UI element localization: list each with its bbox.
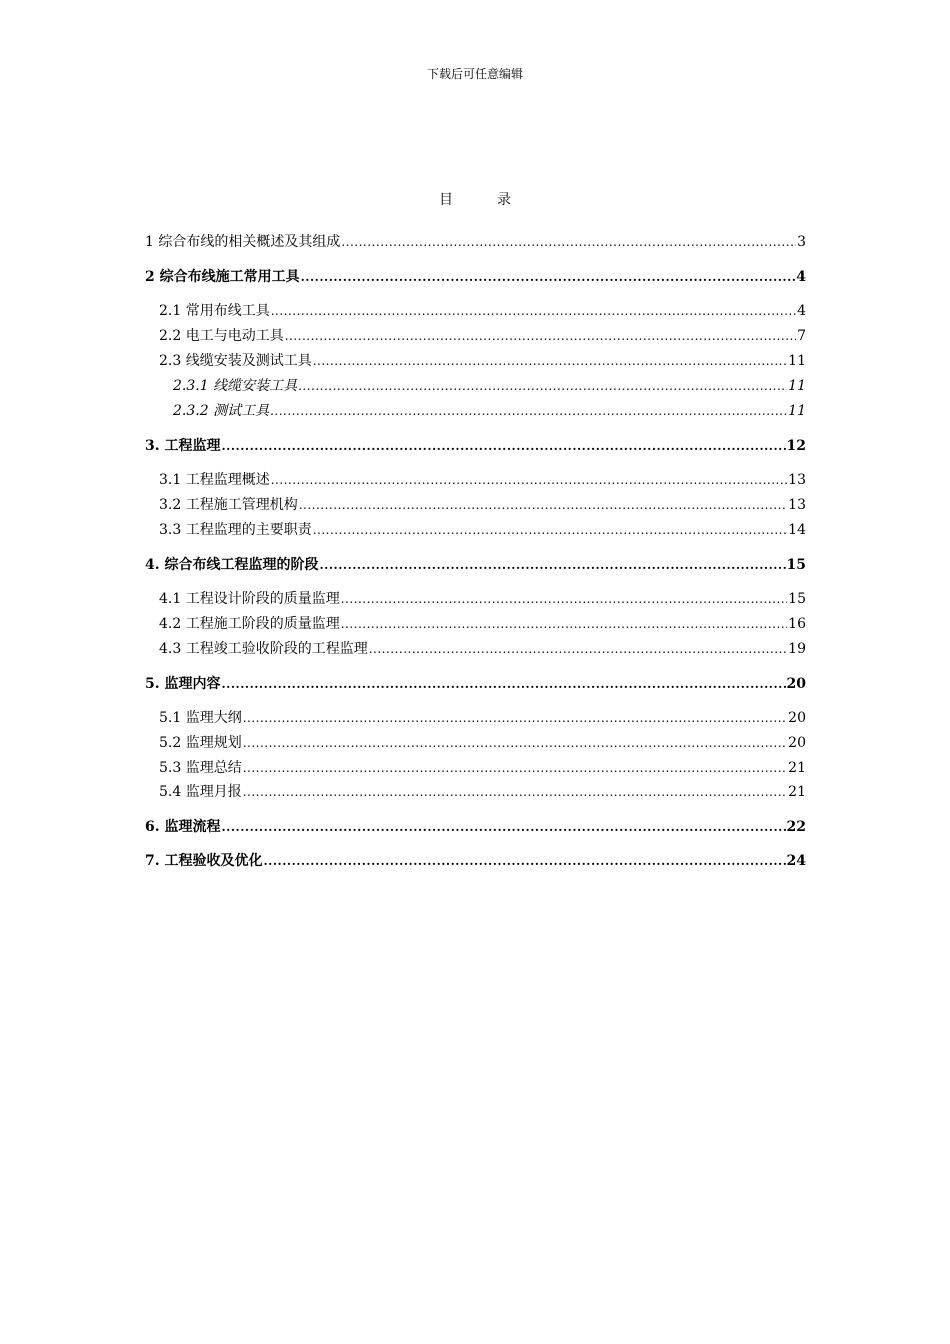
toc-entry-label: 4.3 工程竣工验收阶段的工程监理 xyxy=(159,641,368,657)
toc-leader-dots xyxy=(285,327,796,345)
toc-leader-dots xyxy=(313,352,787,370)
toc-entry-label: 2.1 常用布线工具 xyxy=(159,303,270,319)
toc-leader-dots xyxy=(298,377,787,395)
toc-entry-page: 12 xyxy=(786,438,806,454)
toc-entry-label: 5.2 监理规划 xyxy=(159,735,242,751)
toc-entry-page: 3 xyxy=(797,234,806,250)
toc-entry-label: 2.3.1 线缆安装工具 xyxy=(173,378,298,394)
toc-entry-label: 3.3 工程监理的主要职责 xyxy=(159,522,312,538)
toc-entry[interactable] xyxy=(145,615,806,633)
toc-entry-page: 11 xyxy=(788,378,806,394)
toc-leader-dots xyxy=(341,233,796,251)
toc-leader-dots xyxy=(243,709,787,727)
toc-entry-label: 1 综合布线的相关概述及其组成 xyxy=(145,234,341,250)
toc-entry-page: 13 xyxy=(788,497,806,513)
toc-entry-page: 20 xyxy=(788,710,806,726)
toc-entry-page: 7 xyxy=(797,328,806,344)
toc-leader-dots xyxy=(299,496,787,514)
toc-entry-label: 6. 监理流程 xyxy=(145,819,221,835)
toc-entry[interactable] xyxy=(145,734,806,752)
toc-entry-page: 21 xyxy=(788,760,806,776)
toc-entry[interactable] xyxy=(145,471,806,489)
toc-entry-label: 2.2 电工与电动工具 xyxy=(159,328,284,344)
toc-entry-page: 20 xyxy=(788,735,806,751)
toc-leader-dots xyxy=(270,402,787,420)
toc-entry-page: 16 xyxy=(788,616,806,632)
toc-entry[interactable] xyxy=(145,402,806,420)
toc-leader-dots xyxy=(369,640,787,658)
toc-leader-dots xyxy=(271,302,796,320)
toc-entry-label: 5. 监理内容 xyxy=(145,676,221,692)
toc-entry[interactable] xyxy=(145,268,806,286)
toc-entry-page: 15 xyxy=(788,591,806,607)
toc-entry[interactable] xyxy=(145,783,806,801)
toc-entry-label: 4. 综合布线工程监理的阶段 xyxy=(145,557,319,573)
toc-leader-dots xyxy=(313,521,787,539)
toc-leader-dots xyxy=(341,615,787,633)
toc-entry[interactable] xyxy=(145,818,806,836)
toc-leader-dots xyxy=(320,556,786,574)
toc-entry-label: 2 综合布线施工常用工具 xyxy=(145,269,300,285)
toc-entry-page: 24 xyxy=(786,853,806,869)
toc-entry[interactable] xyxy=(145,496,806,514)
toc-entry[interactable] xyxy=(145,233,806,251)
toc-entry[interactable] xyxy=(145,675,806,693)
toc-title xyxy=(0,191,950,209)
toc-leader-dots xyxy=(271,471,787,489)
toc-title-right: 录 xyxy=(497,192,511,208)
toc-entry-page: 20 xyxy=(786,676,806,692)
toc-leader-dots xyxy=(341,590,787,608)
toc-entry-page: 19 xyxy=(788,641,806,657)
toc-leader-dots xyxy=(243,783,787,801)
toc-entry-label: 5.4 监理月报 xyxy=(159,784,242,800)
toc-leader-dots xyxy=(222,818,786,836)
toc-entry[interactable] xyxy=(145,590,806,608)
toc-title-left: 目 xyxy=(439,192,453,208)
toc-entry-label: 4.1 工程设计阶段的质量监理 xyxy=(159,591,340,607)
toc-entry-page: 15 xyxy=(786,557,806,573)
toc-leader-dots xyxy=(243,759,787,777)
toc-entry[interactable] xyxy=(145,437,806,455)
toc-entry-label: 7. 工程验收及优化 xyxy=(145,853,263,869)
toc-entry-page: 13 xyxy=(788,472,806,488)
toc-entry[interactable] xyxy=(145,521,806,539)
toc-entry-label: 4.2 工程施工阶段的质量监理 xyxy=(159,616,340,632)
toc-leader-dots xyxy=(222,437,786,455)
toc-entry-label: 2.3.2 测试工具 xyxy=(173,403,270,419)
toc-entry[interactable] xyxy=(145,640,806,658)
toc-entry-page: 4 xyxy=(796,269,806,285)
toc-entry-page: 11 xyxy=(788,353,806,369)
toc-leader-dots xyxy=(264,852,786,870)
toc-entry[interactable] xyxy=(145,352,806,370)
toc-entry[interactable] xyxy=(145,556,806,574)
toc-leader-dots xyxy=(243,734,787,752)
toc-entry[interactable] xyxy=(145,302,806,320)
toc-entry-label: 5.3 监理总结 xyxy=(159,760,242,776)
toc-leader-dots xyxy=(301,268,796,286)
toc-entry-page: 14 xyxy=(788,522,806,538)
toc-entry-label: 3.1 工程监理概述 xyxy=(159,472,270,488)
toc-entry-label: 3. 工程监理 xyxy=(145,438,221,454)
toc-entry-label: 3.2 工程施工管理机构 xyxy=(159,497,298,513)
toc-entry-label: 2.3 线缆安装及测试工具 xyxy=(159,353,312,369)
page-header: 下载后可任意编辑 xyxy=(426,67,523,81)
toc-entry-page: 22 xyxy=(786,819,806,835)
toc-entry-label: 5.1 监理大纲 xyxy=(159,710,242,726)
toc-entry-page: 21 xyxy=(788,784,806,800)
toc-entry[interactable] xyxy=(145,709,806,727)
toc-entry[interactable] xyxy=(145,377,806,395)
toc-entry[interactable] xyxy=(145,759,806,777)
toc-entry[interactable] xyxy=(145,852,806,870)
toc-entry[interactable] xyxy=(145,327,806,345)
toc-leader-dots xyxy=(222,675,786,693)
toc-entry-page: 11 xyxy=(788,403,806,419)
toc-entry-page: 4 xyxy=(797,303,806,319)
